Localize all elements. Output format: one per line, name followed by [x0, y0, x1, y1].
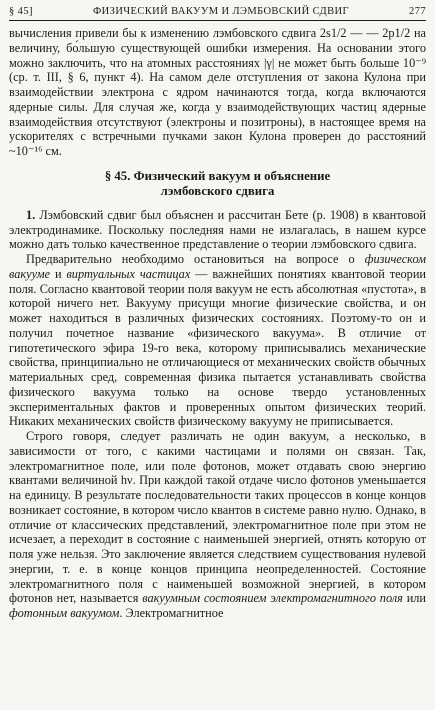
term-virtual-particles: виртуальных частицах	[66, 266, 191, 281]
paragraph-3-text-c: . Электромагнитное	[119, 606, 224, 620]
section-heading-line-1: § 45. Физический вакуум и объяснение	[104, 168, 331, 183]
paragraph-2	[9, 252, 426, 429]
paragraph-1-text: Лэмбовский сдвиг был объяснен и рассчитан Бете (р. 1908) в квантовой электродинамике. Поскольку последняя нами не излагалась, в нашем курсе можно дать только качественное представление о теории лэмбовского сдвига.	[9, 207, 427, 252]
paragraph-number: 1.	[26, 207, 36, 222]
intro-paragraph: вычисления привели бы к изменению лэмбовского сдвига 2s1/2 — — 2p1/2 на величину, бо́льшую существующей ошибки измерения. На основании этого можно заключить, что на атомных расстояниях |γ| не может быть больше 10⁻⁹ (ср. т. III, § 6, пункт 4). На самом деле отступления от закона Кулона при взаимодействии электрона с ядром начинаются тогда, когда включаются ядерные силы. Для случая же, когда у взаимодействующих частиц ядерные взаимодействия отсутствуют (электроны и позитроны), в настоящее время на ускорителях с встречными пучками закон Кулона проверен до расстояний ~10⁻¹⁶ см.	[9, 26, 426, 158]
running-title: ФИЗИЧЕСКИЙ ВАКУУМ И ЛЭМБОВСКИЙ СДВИГ	[92, 6, 349, 17]
paragraph-2-text-a: Предварительно необходимо остановиться на вопросе о	[26, 252, 365, 266]
paragraph-3-text-b: или	[402, 591, 426, 606]
paragraph-2-text-c: — важнейших понятиях квантовой теории поля. Согласно квантовой теории поля вакуум не есть абсолютная «пустота», в которой ничего нет. Вакууму присущи многие физические свойства, и он может находиться в различных физических состояниях. Поэтому-то он и получил почетное название «физического вакуума». В отличие от гипотетического эфира 19-го века, которому приписывались механические свойства, принципиально не отличающиеся от механических свойств обычных материальных сред, современная физика пытается устанавливать свойства физического вакуума только на основе твердо установленных экспериментальных фактов и проверенных опытом физических теорий. Никаких механических свойств физическому вакууму не приписывается.	[9, 266, 426, 429]
term-photon-vacuum: фотонным вакуумом	[9, 606, 120, 620]
paragraph-1	[9, 208, 426, 252]
paragraph-2-text-b: и	[50, 266, 67, 281]
page-number: 277	[409, 6, 426, 17]
section-heading-line-2: лэмбовского сдвига	[160, 183, 275, 198]
term-vacuum-state: вакуумным состоянием электромагнитного поля	[142, 591, 403, 606]
paragraph-3	[9, 429, 426, 621]
paragraph-3-text-a: Строго говоря, следует различать не один вакуум, а несколько, в зависимости от того, с какими частицами и полями он связан. Так, электромагнитное поле, или поле фотонов, может отдавать свою энергию квантами величиной hν. При каждой такой отдаче число фотонов уменьшается на единицу. В результате последовательности таких процессов в конце концов возникает состояние, в котором число квантов в системе равно нулю. Однако, в отличие от классических представлений, электромагнитное поле при этом не исчезает, а переходит в состояние с наименьшей энергией, отнять которую от поля уже нельзя. Это заключение является следствием существования нулевой энергии, т. е. в конце концов принципа неопределенностей. Состояние электромагнитного поля с наименьшей возможной энергией, в котором фотонов нет, называется	[9, 429, 426, 606]
section-heading	[9, 169, 426, 199]
section-reference: § 45]	[9, 6, 33, 17]
term-physical-vacuum: физическом вакууме	[9, 252, 426, 281]
running-header	[9, 6, 426, 21]
